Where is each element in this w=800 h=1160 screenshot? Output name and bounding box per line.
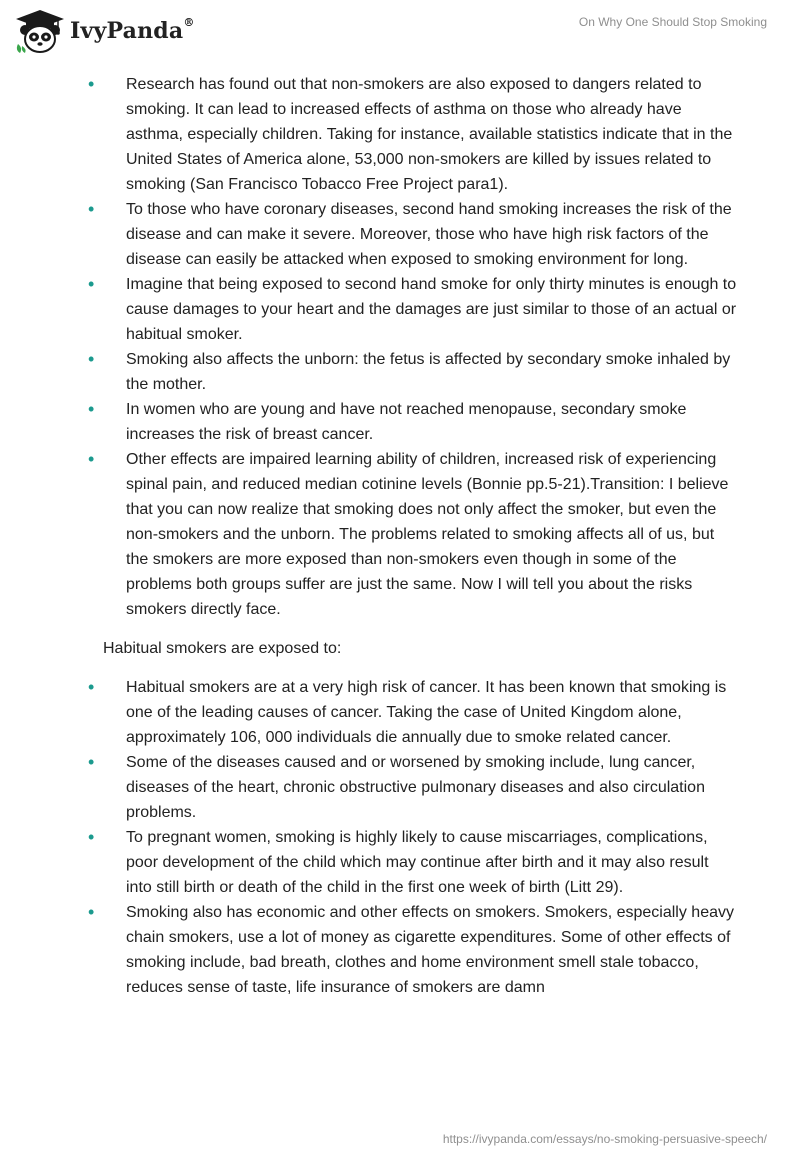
list-item-text: Other effects are impaired learning ability of children, increased risk of experiencing spinal pain, and reduced median cotinine levels (Bonnie pp.5-21).Transition: I believe that you can now realize that smoking does not only affect the smoker, but even the non-smokers and the unborn. The problems related to smoking affects all of us, but the smokers are more exposed than non-smokers even though in some of the problems both groups suffer are just the same. Now I will tell you about the risks smokers directly face. — [126, 451, 729, 618]
list-item-text: To pregnant women, smoking is highly likely to cause miscarriages, complications, poor development of the child which may continue after birth and it may also result into still birth or death of the child in the first one week of birth (Litt 29). — [126, 829, 709, 896]
bullet-icon: • — [88, 74, 95, 94]
list-item — [88, 197, 738, 272]
bullet-icon: • — [88, 349, 95, 369]
list-item — [88, 347, 738, 397]
bullet-icon: • — [88, 449, 95, 469]
list-item-text: Imagine that being exposed to second hand smoke for only thirty minutes is enough to cause damages to your heart and the damages are just similar to those of an actual or habitual smoker. — [126, 276, 737, 343]
list-item-text: Habitual smokers are at a very high risk of cancer. It has been known that smoking is one of the leading causes of cancer. Taking the case of United Kingdom alone, approximately 106, 000 individuals die annually due to smoke related cancer. — [126, 679, 727, 746]
list-item — [88, 900, 738, 1000]
list-item-text: Research has found out that non-smokers are also exposed to dangers related to smoking. It can lead to increased effects of asthma on those who already have asthma, especially children. Taking for instance, available statistics indicate that in the United States of America alone, 53,000 non-smokers are killed by issues related to smoking (San Francisco Tobacco Free Project para1). — [126, 76, 733, 193]
bullet-icon: • — [88, 199, 95, 219]
document-title: On Why One Should Stop Smoking — [578, 15, 767, 29]
bullet-list-second-hand-smoke — [88, 72, 738, 622]
source-url-link[interactable]: https://ivypanda.com/essays/no-smoking-persuasive-speech/ — [442, 1132, 767, 1146]
list-item — [88, 447, 738, 622]
list-item — [88, 272, 738, 347]
list-item — [88, 72, 738, 197]
intro-paragraph: Habitual smokers are exposed to: — [103, 640, 342, 657]
list-item-text: In women who are young and have not reached menopause, secondary smoke increases the risk of breast cancer. — [126, 401, 687, 443]
list-item — [88, 825, 738, 900]
bullet-icon: • — [88, 827, 95, 847]
page-header — [0, 0, 800, 70]
list-item-text: Some of the diseases caused and or worsened by smoking include, lung cancer, diseases of the heart, chronic obstructive pulmonary diseases and also circulation problems. — [126, 754, 705, 821]
list-item — [88, 675, 738, 750]
list-item — [88, 750, 738, 825]
list-item — [88, 397, 738, 447]
bullet-icon: • — [88, 274, 95, 294]
bullet-icon: • — [88, 752, 95, 772]
panda-logo-icon — [14, 8, 66, 54]
list-item-text: Smoking also affects the unborn: the fetus is affected by secondary smoke inhaled by the mother. — [126, 351, 731, 393]
bullet-icon: • — [88, 902, 95, 922]
essay-content — [88, 72, 738, 1000]
bullet-list-habitual-smokers — [88, 675, 738, 1000]
list-item-text: To those who have coronary diseases, second hand smoking increases the risk of the disease and can make it severe. Moreover, those who have high risk factors of the disease can easily be attacked when exposed to smoking environment for long. — [126, 201, 732, 268]
list-item-text: Smoking also has economic and other effects on smokers. Smokers, especially heavy chain smokers, use a lot of money as cigarette expenditures. Some of other effects of smoking include, bad breath, clothes and home environment smell stale tobacco, reduces sense of taste, life insurance of smokers are damn — [126, 904, 734, 996]
bullet-icon: • — [88, 677, 95, 697]
brand-name: IvyPanda® — [70, 16, 195, 44]
bullet-icon: • — [88, 399, 95, 419]
logo[interactable] — [14, 8, 195, 54]
